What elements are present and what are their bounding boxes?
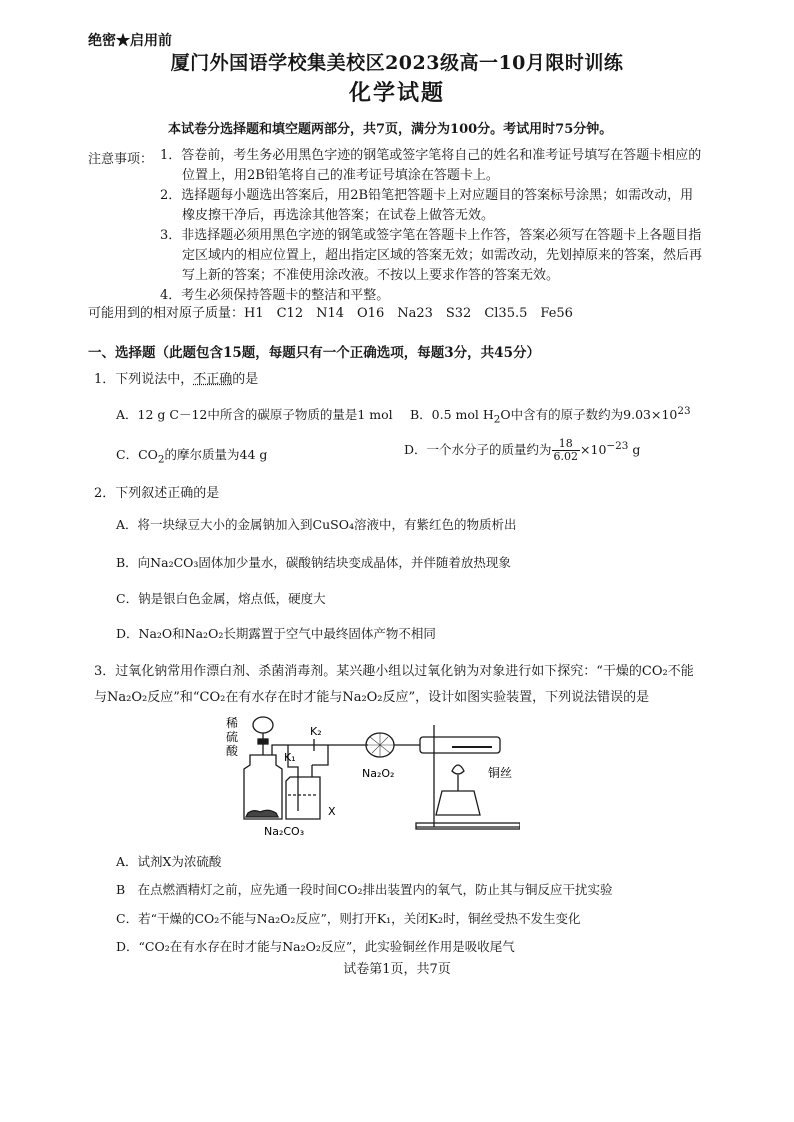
- question-1-stem: 1．下列说法中，不正确的是: [94, 372, 259, 387]
- label-dilute-acid-2: 硫: [226, 730, 239, 744]
- question-3-option-b: B 在点燃酒精灯之前，应先通一段时间CO₂排出装置内的氧气，防止其与铜反应干扰实验: [116, 882, 613, 897]
- separatory-funnel: [253, 717, 273, 733]
- note-line: 2．选择题每小题选出答案后，用2B铅笔把答题卡上对应题目的答案标号涂黑；如需改动，用: [160, 188, 694, 203]
- question-1-option-c: C．$CO_2$的摩尔质量为44 g: [116, 447, 268, 466]
- question-2-option-c: C．钠是银白色金属，熔点低，硬度大: [116, 591, 326, 606]
- question-2-option-a: A．将一块绿豆大小的金属钠加入到CuSO₄溶液中，有紫红色的物质析出: [116, 517, 517, 532]
- alcohol-lamp: [436, 791, 480, 815]
- question-1-option-a: A．12 g C－12中所含的碳原子物质的量是1 mol: [116, 407, 393, 422]
- question-3-stem-line2: 与Na₂O₂反应”和“CO₂在有水存在时才能与Na₂O₂反应”，设计如图实验装置，下列说法错误的是: [94, 690, 650, 705]
- question-2-option-b: B．向Na₂CO₃固体加少量水，碳酸钠结块变成晶体，并伴随着放热现象: [116, 555, 511, 570]
- fraction: $\frac{18}{6.02}$: [553, 437, 579, 463]
- exam-intro: 本试卷分选择题和填空题两部分，共7页，满分为100分。考试用时75分钟。: [168, 122, 613, 137]
- note-line: 4．考生必须保持答题卡的整洁和平整。: [160, 288, 390, 303]
- question-1-option-d: D．一个水分子的质量约为 $\frac{18}{6.02}$ $\times 10^{-23}$ g: [404, 437, 641, 463]
- label-na2o2: Na₂O₂: [362, 767, 395, 780]
- section-title: 一、选择题（此题包含15题，每题只有一个正确选项，每题3分，共45分）: [88, 345, 540, 361]
- exam-title: 厦门外国语学校集美校区2023级高一10月限时训练: [170, 52, 624, 74]
- note-line: 3．非选择题必须用黑色字迹的钢笔或签字笔在答题卡上作答，答案必须写在答题卡上各题目指: [160, 228, 702, 243]
- label-k1: K₁: [284, 751, 296, 764]
- question-3-stem-line1: 3．过氧化钠常用作漂白剂、杀菌消毒剂。某兴趣小组以过氧化钠为对象进行如下探究：“干燥的CO₂不能: [94, 664, 694, 679]
- label-reagent-x: X: [328, 805, 336, 818]
- question-3-option-a: A．试剂X为浓硫酸: [116, 854, 222, 869]
- note-line: 1．答卷前，考生务必用黑色字迹的钢笔或签字笔将自己的姓名和准考证号填写在答题卡相应的: [160, 148, 702, 163]
- question-3-option-d: D．“CO₂在有水存在时才能与Na₂O₂反应”，此实验铜丝作用是吸收尾气: [116, 939, 515, 954]
- note-line: 写上新的答案；不准使用涂改液。不按以上要求作答的答案无效。: [182, 268, 560, 283]
- note-line: 橡皮擦干净后，再选涂其他答案；在试卷上做答无效。: [182, 208, 495, 223]
- label-copper-wire: 铜丝: [488, 766, 513, 780]
- confidential-mark: 绝密★启用前: [88, 33, 172, 49]
- combustion-tube: [420, 737, 500, 753]
- question-2-stem: 2．下列叙述正确的是: [94, 486, 220, 501]
- question-2-option-d: D．Na₂O和Na₂O₂长期露置于空气中最终固体产物不相同: [116, 626, 436, 641]
- label-k2: K₂: [310, 725, 322, 738]
- reaction-flask: [244, 755, 282, 819]
- page-footer: 试卷第1页，共7页: [343, 962, 451, 977]
- label-dilute-acid-3: 酸: [226, 744, 239, 758]
- experiment-apparatus-figure: [220, 715, 520, 840]
- question-1-option-b: B．0.5 mol $H_2O$中含有的原子数约为$9.03\times 10^{23}$: [410, 405, 691, 426]
- notes-label: 注意事项：: [88, 152, 154, 167]
- exam-subject-title: 化学试题: [348, 80, 445, 106]
- relative-atomic-masses: 可能用到的相对原子质量：H1 C12 N14 O16 Na23 S32 Cl35.5 Fe56: [88, 306, 573, 321]
- question-3-option-c: C．若“干燥的CO₂不能与Na₂O₂反应”，则打开K₁，关闭K₂时，铜丝受热不发生变化: [116, 911, 581, 926]
- label-na2co3: Na₂CO₃: [264, 825, 305, 838]
- note-line: 位置上，用2B铅笔将自己的准考证号填涂在答题卡上。: [182, 168, 499, 183]
- label-dilute-acid-1: 稀: [226, 716, 239, 730]
- note-line: 定区域内的相应位置上，超出指定区域的答案无效；如需改动，先划掉原来的答案，然后再: [182, 248, 703, 263]
- washing-bottle: [286, 777, 320, 819]
- emphasis-text: 不正确: [193, 372, 233, 387]
